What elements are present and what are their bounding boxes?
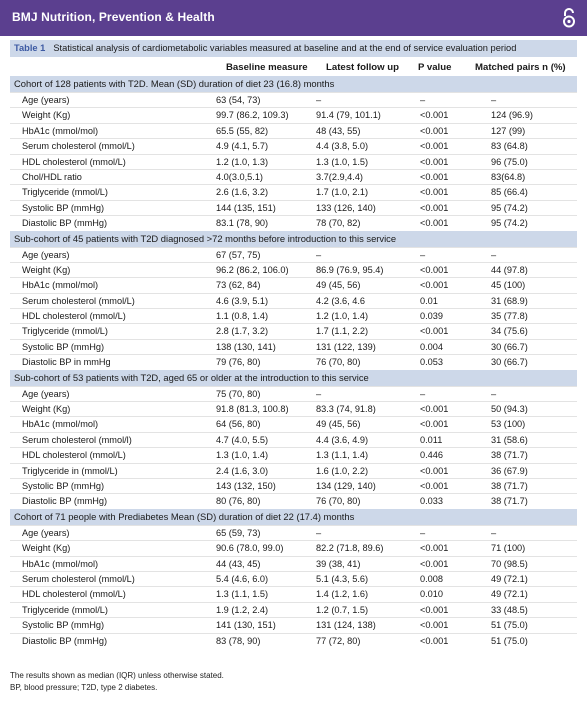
table-row bbox=[10, 401, 577, 416]
table-row bbox=[10, 215, 577, 230]
footnote: The results shown as median (IQR) unless otherwise stated. bbox=[10, 671, 224, 680]
matched-pairs-cell: 85 (66.4) bbox=[491, 187, 528, 198]
variable-cell: Weight (Kg) bbox=[22, 543, 71, 554]
p-value-cell: <0.001 bbox=[420, 326, 449, 337]
matched-pairs-cell: 30 (66.7) bbox=[491, 357, 528, 368]
baseline-cell: 64 (56, 80) bbox=[216, 419, 261, 430]
matched-pairs-cell: 36 (67.9) bbox=[491, 465, 528, 476]
table-row bbox=[10, 107, 577, 122]
p-value-cell: <0.001 bbox=[420, 202, 449, 213]
variable-cell: Triglyceride (mmol/L) bbox=[22, 187, 108, 198]
table-row bbox=[10, 586, 577, 601]
baseline-cell: 4.0(3.0,5.1) bbox=[216, 171, 263, 182]
section-heading: Sub-cohort of 45 patients with T2D diagnosed >72 months before introduction to this service bbox=[10, 231, 577, 247]
variable-cell: Weight (Kg) bbox=[22, 264, 71, 275]
follow-up-cell: 86.9 (76.9, 95.4) bbox=[316, 264, 384, 275]
table-row bbox=[10, 386, 577, 401]
follow-up-cell: – bbox=[316, 249, 322, 260]
table-label: Table 1 bbox=[14, 43, 46, 53]
variable-cell: Serum cholesterol (mmol/L) bbox=[22, 295, 135, 306]
matched-pairs-cell: 51 (75.0) bbox=[491, 635, 528, 646]
matched-pairs-cell: 71 (100) bbox=[491, 543, 526, 554]
footnote: BP, blood pressure; T2D, type 2 diabetes. bbox=[10, 683, 158, 692]
follow-up-cell: 1.2 (0.7, 1.5) bbox=[316, 604, 369, 615]
follow-up-cell: 1.7 (1.0, 2.1) bbox=[316, 187, 369, 198]
matched-pairs-cell: 49 (72.1) bbox=[491, 589, 528, 600]
matched-pairs-cell: – bbox=[491, 527, 497, 538]
variable-cell: Triglyceride in (mmol/L) bbox=[22, 465, 118, 476]
variable-cell: Diastolic BP (mmHg) bbox=[22, 496, 108, 507]
table-row bbox=[10, 478, 577, 493]
p-value-cell: <0.001 bbox=[420, 156, 449, 167]
table-row bbox=[10, 463, 577, 478]
table-row bbox=[10, 432, 577, 447]
p-value-cell: 0.008 bbox=[420, 573, 443, 584]
follow-up-cell: 5.1 (4.3, 5.6) bbox=[316, 573, 369, 584]
p-value-cell: 0.01 bbox=[420, 295, 438, 306]
variable-cell: Age (years) bbox=[22, 95, 70, 105]
table-footnotes bbox=[10, 670, 224, 694]
variable-cell: HDL cholesterol (mmol/L) bbox=[22, 450, 126, 461]
variable-cell: Systolic BP (mmHg) bbox=[22, 202, 105, 213]
p-value-cell: – bbox=[420, 95, 426, 105]
table-row bbox=[10, 277, 577, 292]
follow-up-cell: 4.2 (3.6, 4.6 bbox=[316, 295, 366, 306]
baseline-cell: 143 (132, 150) bbox=[216, 480, 276, 491]
baseline-cell: 4.7 (4.0, 5.5) bbox=[216, 434, 269, 445]
p-value-cell: – bbox=[420, 249, 426, 260]
matched-pairs-cell: 96 (75.0) bbox=[491, 156, 528, 167]
matched-pairs-cell: 38 (71.7) bbox=[491, 496, 528, 507]
p-value-cell: 0.010 bbox=[420, 589, 443, 600]
matched-pairs-cell: 127 (99) bbox=[491, 125, 526, 136]
follow-up-cell: 1.3 (1.0, 1.5) bbox=[316, 156, 369, 167]
matched-pairs-cell: 95 (74.2) bbox=[491, 218, 528, 229]
matched-pairs-cell: 33 (48.5) bbox=[491, 604, 528, 615]
matched-pairs-cell: 31 (68.9) bbox=[491, 295, 528, 306]
baseline-cell: 96.2 (86.2, 106.0) bbox=[216, 264, 289, 275]
follow-up-cell: 76 (70, 80) bbox=[316, 496, 361, 507]
table-row bbox=[10, 308, 577, 323]
matched-pairs-cell: 45 (100) bbox=[491, 280, 526, 291]
p-value-cell: – bbox=[420, 388, 426, 399]
baseline-cell: 91.8 (81.3, 100.8) bbox=[216, 404, 289, 415]
table-row bbox=[10, 540, 577, 555]
table-body bbox=[10, 76, 577, 648]
baseline-cell: 83.1 (78, 90) bbox=[216, 218, 269, 229]
p-value-cell: <0.001 bbox=[420, 218, 449, 229]
p-value-cell: 0.053 bbox=[420, 357, 443, 368]
matched-pairs-cell: 49 (72.1) bbox=[491, 573, 528, 584]
column-header-latest-follow-up: Latest follow up bbox=[326, 62, 400, 73]
variable-cell: Systolic BP (mmHg) bbox=[22, 480, 105, 491]
column-header-baseline: Baseline measure bbox=[226, 62, 308, 73]
p-value-cell: <0.001 bbox=[420, 543, 449, 554]
variable-cell: Triglyceride (mmol/L) bbox=[22, 326, 108, 337]
open-access-icon bbox=[561, 7, 577, 29]
p-value-cell: <0.001 bbox=[420, 110, 449, 121]
table-row bbox=[10, 138, 577, 153]
follow-up-cell: 1.4 (1.2, 1.6) bbox=[316, 589, 369, 600]
matched-pairs-cell: 51 (75.0) bbox=[491, 620, 528, 631]
baseline-cell: 4.6 (3.9, 5.1) bbox=[216, 295, 269, 306]
matched-pairs-cell: – bbox=[491, 95, 497, 105]
p-value-cell: <0.001 bbox=[420, 419, 449, 430]
variable-cell: HbA1c (mmol/mol) bbox=[22, 280, 99, 291]
journal-header bbox=[0, 0, 587, 36]
table-row bbox=[10, 92, 577, 107]
matched-pairs-cell: 35 (77.8) bbox=[491, 311, 528, 322]
follow-up-cell: 91.4 (79, 101.1) bbox=[316, 110, 381, 121]
table-row bbox=[10, 633, 577, 648]
variable-cell: HDL cholesterol (mmol/L) bbox=[22, 156, 126, 167]
matched-pairs-cell: – bbox=[491, 249, 497, 260]
p-value-cell: 0.039 bbox=[420, 311, 443, 322]
variable-cell: Diastolic BP (mmHg) bbox=[22, 635, 108, 646]
p-value-cell: 0.011 bbox=[420, 434, 443, 445]
baseline-cell: 2.6 (1.6, 3.2) bbox=[216, 187, 269, 198]
baseline-cell: 144 (135, 151) bbox=[216, 202, 276, 213]
baseline-cell: 83 (78, 90) bbox=[216, 635, 261, 646]
table-header-row bbox=[10, 59, 577, 76]
table-row bbox=[10, 525, 577, 540]
section-heading: Cohort of 71 people with Prediabetes Mean (SD) duration of diet 22 (17.4) months bbox=[10, 509, 577, 525]
variable-cell: Age (years) bbox=[22, 388, 70, 399]
baseline-cell: 90.6 (78.0, 99.0) bbox=[216, 543, 284, 554]
p-value-cell: <0.001 bbox=[420, 558, 449, 569]
table-row bbox=[10, 602, 577, 617]
variable-cell: Systolic BP (mmHg) bbox=[22, 341, 105, 352]
follow-up-cell: 39 (38, 41) bbox=[316, 558, 361, 569]
table-caption bbox=[10, 40, 577, 57]
baseline-cell: 1.3 (1.1, 1.5) bbox=[216, 589, 269, 600]
follow-up-cell: 131 (122, 139) bbox=[316, 341, 376, 352]
follow-up-cell: 76 (70, 80) bbox=[316, 357, 361, 368]
p-value-cell: 0.004 bbox=[420, 341, 443, 352]
baseline-cell: 141 (130, 151) bbox=[216, 620, 276, 631]
variable-cell: Chol/HDL ratio bbox=[22, 171, 82, 182]
follow-up-cell: 1.2 (1.0, 1.4) bbox=[316, 311, 369, 322]
p-value-cell: <0.001 bbox=[420, 404, 449, 415]
baseline-cell: 4.9 (4.1, 5.7) bbox=[216, 141, 269, 152]
table-row bbox=[10, 200, 577, 215]
follow-up-cell: 1.6 (1.0, 2.2) bbox=[316, 465, 369, 476]
baseline-cell: 63 (54, 73) bbox=[216, 95, 261, 105]
p-value-cell: <0.001 bbox=[420, 264, 449, 275]
p-value-cell: <0.001 bbox=[420, 620, 449, 631]
table-row bbox=[10, 154, 577, 169]
matched-pairs-cell: 50 (94.3) bbox=[491, 404, 528, 415]
variable-cell: Weight (Kg) bbox=[22, 404, 71, 415]
p-value-cell: <0.001 bbox=[420, 280, 449, 291]
follow-up-cell: 134 (129, 140) bbox=[316, 480, 376, 491]
follow-up-cell: 77 (72, 80) bbox=[316, 635, 361, 646]
matched-pairs-cell: 124 (96.9) bbox=[491, 110, 533, 121]
baseline-cell: 44 (43, 45) bbox=[216, 558, 261, 569]
table-row bbox=[10, 556, 577, 571]
p-value-cell: <0.001 bbox=[420, 635, 449, 646]
follow-up-cell: 49 (45, 56) bbox=[316, 419, 361, 430]
table-row bbox=[10, 247, 577, 262]
p-value-cell: <0.001 bbox=[420, 604, 449, 615]
table-row bbox=[10, 262, 577, 277]
baseline-cell: 65.5 (55, 82) bbox=[216, 125, 269, 136]
baseline-cell: 1.3 (1.0, 1.4) bbox=[216, 450, 269, 461]
table-row bbox=[10, 169, 577, 184]
table-row bbox=[10, 293, 577, 308]
baseline-cell: 99.7 (86.2, 109.3) bbox=[216, 110, 289, 121]
variable-cell: Diastolic BP in mmHg bbox=[22, 357, 111, 368]
follow-up-cell: 48 (43, 55) bbox=[316, 125, 361, 136]
follow-up-cell: 3.7(2.9,4.4) bbox=[316, 171, 363, 182]
variable-cell: Serum cholesterol (mmol/L) bbox=[22, 141, 135, 152]
follow-up-cell: – bbox=[316, 95, 322, 105]
variable-cell: Systolic BP (mmHg) bbox=[22, 620, 105, 631]
matched-pairs-cell: 30 (66.7) bbox=[491, 341, 528, 352]
p-value-cell: 0.033 bbox=[420, 496, 443, 507]
table-row bbox=[10, 447, 577, 462]
follow-up-cell: 4.4 (3.6, 4.9) bbox=[316, 434, 369, 445]
follow-up-cell: 1.3 (1.1, 1.4) bbox=[316, 450, 369, 461]
baseline-cell: 2.8 (1.7, 3.2) bbox=[216, 326, 269, 337]
variable-cell: HbA1c (mmol/mol) bbox=[22, 125, 99, 136]
follow-up-cell: – bbox=[316, 388, 322, 399]
follow-up-cell: 49 (45, 56) bbox=[316, 280, 361, 291]
baseline-cell: 2.4 (1.6, 3.0) bbox=[216, 465, 269, 476]
baseline-cell: 138 (130, 141) bbox=[216, 341, 276, 352]
baseline-cell: 75 (70, 80) bbox=[216, 388, 261, 399]
variable-cell: HbA1c (mmol/mol) bbox=[22, 558, 99, 569]
section-heading: Cohort of 128 patients with T2D. Mean (SD) duration of diet 23 (16.8) months bbox=[10, 76, 577, 92]
variable-cell: Triglyceride (mmol/L) bbox=[22, 604, 108, 615]
follow-up-cell: 83.3 (74, 91.8) bbox=[316, 404, 376, 415]
baseline-cell: 1.1 (0.8, 1.4) bbox=[216, 311, 269, 322]
table-row bbox=[10, 339, 577, 354]
p-value-cell: <0.001 bbox=[420, 480, 449, 491]
variable-cell: HbA1c (mmol/mol) bbox=[22, 419, 99, 430]
table-row bbox=[10, 571, 577, 586]
section-heading: Sub-cohort of 53 patients with T2D, aged 65 or older at the introduction to this service bbox=[10, 370, 577, 386]
follow-up-cell: 82.2 (71.8, 89.6) bbox=[316, 543, 384, 554]
matched-pairs-cell: 83(64.8) bbox=[491, 171, 526, 182]
variable-cell: Age (years) bbox=[22, 249, 70, 260]
journal-name: BMJ Nutrition, Prevention & Health bbox=[12, 10, 215, 24]
variable-cell: Serum cholesterol (mmol/l) bbox=[22, 434, 132, 445]
baseline-cell: 73 (62, 84) bbox=[216, 280, 261, 291]
matched-pairs-cell: – bbox=[491, 388, 497, 399]
table-row bbox=[10, 493, 577, 508]
variable-cell: Age (years) bbox=[22, 527, 70, 538]
baseline-cell: 80 (76, 80) bbox=[216, 496, 261, 507]
table-row bbox=[10, 617, 577, 632]
follow-up-cell: – bbox=[316, 527, 322, 538]
p-value-cell: <0.001 bbox=[420, 187, 449, 198]
matched-pairs-cell: 44 (97.8) bbox=[491, 264, 528, 275]
table-title: Statistical analysis of cardiometabolic variables measured at baseline and at the end of service evaluation period bbox=[53, 43, 517, 53]
table-row bbox=[10, 416, 577, 431]
p-value-cell: <0.001 bbox=[420, 125, 449, 136]
p-value-cell: 0.446 bbox=[420, 450, 443, 461]
variable-cell: Diastolic BP (mmHg) bbox=[22, 218, 108, 229]
p-value-cell: <0.001 bbox=[420, 465, 449, 476]
variable-cell: Serum cholesterol (mmol/L) bbox=[22, 573, 135, 584]
p-value-cell: <0.001 bbox=[420, 171, 449, 182]
follow-up-cell: 78 (70, 82) bbox=[316, 218, 361, 229]
variable-cell: HDL cholesterol (mmol/L) bbox=[22, 589, 126, 600]
baseline-cell: 65 (59, 73) bbox=[216, 527, 261, 538]
matched-pairs-cell: 34 (75.6) bbox=[491, 326, 528, 337]
follow-up-cell: 1.7 (1.1, 2.2) bbox=[316, 326, 369, 337]
table-row bbox=[10, 184, 577, 199]
column-header-p-value: P value bbox=[418, 62, 452, 73]
follow-up-cell: 133 (126, 140) bbox=[316, 202, 376, 213]
baseline-cell: 5.4 (4.6, 6.0) bbox=[216, 573, 269, 584]
matched-pairs-cell: 53 (100) bbox=[491, 419, 526, 430]
matched-pairs-cell: 83 (64.8) bbox=[491, 141, 528, 152]
baseline-cell: 67 (57, 75) bbox=[216, 249, 261, 260]
matched-pairs-cell: 31 (58.6) bbox=[491, 434, 528, 445]
baseline-cell: 79 (76, 80) bbox=[216, 357, 261, 368]
table-row bbox=[10, 123, 577, 138]
baseline-cell: 1.9 (1.2, 2.4) bbox=[216, 604, 269, 615]
baseline-cell: 1.2 (1.0, 1.3) bbox=[216, 156, 269, 167]
p-value-cell: – bbox=[420, 527, 426, 538]
matched-pairs-cell: 38 (71.7) bbox=[491, 450, 528, 461]
variable-cell: HDL cholesterol (mmol/L) bbox=[22, 311, 126, 322]
matched-pairs-cell: 95 (74.2) bbox=[491, 202, 528, 213]
column-header-matched-pairs: Matched pairs n (%) bbox=[475, 62, 566, 73]
variable-cell: Weight (Kg) bbox=[22, 110, 71, 121]
table-row bbox=[10, 354, 577, 369]
follow-up-cell: 131 (124, 138) bbox=[316, 620, 376, 631]
follow-up-cell: 4.4 (3.8, 5.0) bbox=[316, 141, 369, 152]
p-value-cell: <0.001 bbox=[420, 141, 449, 152]
matched-pairs-cell: 70 (98.5) bbox=[491, 558, 528, 569]
matched-pairs-cell: 38 (71.7) bbox=[491, 480, 528, 491]
table-row bbox=[10, 323, 577, 338]
